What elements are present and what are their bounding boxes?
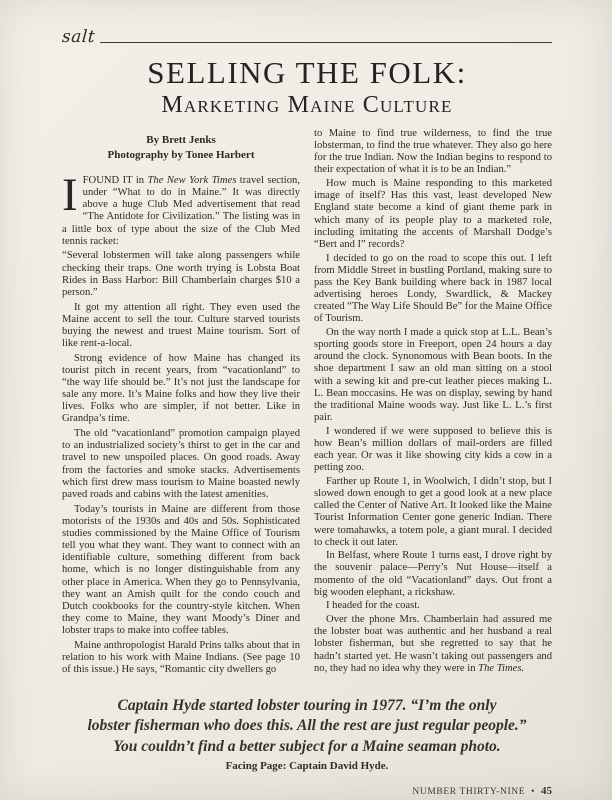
paragraph xyxy=(62,302,300,351)
paragraph xyxy=(62,428,300,501)
body-text: I headed for the coast. xyxy=(326,600,420,612)
body-text: travel section, under “What to do in Maine.” It was directly above a huge Club Med advertisement that read “The Antidote for Civilization.” The listing was in a little box of type about the size of the Club Med tennis racket: xyxy=(62,175,300,247)
page-content xyxy=(62,24,552,797)
paragraph xyxy=(314,327,552,424)
facing-page-note: Facing Page: Captain David Hyde. xyxy=(225,760,389,773)
page-number: 45 xyxy=(541,785,552,798)
body-text: How much is Maine responding to this marketed image of itself? Has this vast, least developed New England state become a kind of giant theme park in which many of its people play to a marketed role, including imitating the accents of Marshall Dodge’s “Bert and I” records? xyxy=(314,178,552,250)
body-text: FOUND IT in xyxy=(82,175,148,186)
paragraph xyxy=(62,504,300,638)
article-title-line1: SELLING THE FOLK: xyxy=(147,55,467,90)
footer-separator2 xyxy=(535,787,538,797)
body-text: I decided to go on the road to scope this out. I left from Middle Street in bustling Portland, making sure to pass the Key Bank building where back in 1987 local advertising heroes Londy, Swardlick, & Mackey created “The Way Life Should Be” for the Maine Office of Tourism. xyxy=(314,252,552,325)
paragraph xyxy=(314,253,552,326)
body-text: It got my attention all right. They even used the Maine accent to sell the tour. Culture starved tourists buying the newest and truest Maine tourism. Sort of like rent-a-local. xyxy=(62,301,300,350)
body-text: In Belfast, where Route 1 turns east, I drove right by the souvenir palace—Perry’s Nut House—itself a momento of the old “Vacationland” days. Out front a big wooden elephant, a rickshaw. xyxy=(314,550,552,598)
paragraph xyxy=(314,614,552,675)
masthead xyxy=(62,24,552,46)
paragraph xyxy=(314,476,552,549)
body-text: Farther up Route 1, in Woolwich, I didn’t stop, but I slowed down enough to get a good look at a new place called the Center of Native Art. It looked like the Maine Tourist Information Center gone generic Indian. There were tomahawks, a totem pole, a giant mural. I decided to check it out later. xyxy=(314,475,552,548)
masthead-logo: salt xyxy=(61,27,96,47)
masthead-rule xyxy=(100,42,552,43)
caption-line: lobster fisherman who does this. All the rest are just regular people.” xyxy=(87,717,527,735)
body-text: Today’s tourists in Maine are different from those motorists of the 1930s and 40s and 50s. Sophisticated studies commissioned by the Maine Office of Tourism tell you what they want. They want to connect with an identifiable culture, something different from back home, which is no longer distinguishable from any other place in America. When they go to Pennsylvania, they want an Amish quilt for the condo couch and Dutch cookbooks for the country-style kitchen. When they come to Maine, they want Moody’s Diner and lobster traps to make into coffee tables. xyxy=(62,503,300,637)
page-footer xyxy=(62,785,552,797)
caption-line: You couldn’t find a better subject for a Maine seaman photo. xyxy=(113,737,501,755)
paragraph xyxy=(62,353,300,426)
caption xyxy=(62,696,552,758)
italic-text: The Times. xyxy=(478,662,525,674)
body-text: Strong evidence of how Maine has changed its tourist pitch in recent years, from “vacationland” to “the way life should be.” It’s not just the landscape for sale any more. It’s Maine folks and how they live their lives. Folks who are simpler, if not better. Like in Grandpa’s time. xyxy=(62,352,300,425)
column-left xyxy=(62,128,300,679)
photo-credit: Photography by Tonee Harbert xyxy=(107,148,255,161)
byline-block xyxy=(62,133,300,162)
paragraph xyxy=(314,600,552,612)
italic-text: The New York Times xyxy=(147,175,237,186)
body-text: Maine anthropologist Harald Prins talks about that in relation to his work with Maine Indians. (See page 10 of this issue.) He says, “Romantic city dwellers go xyxy=(62,639,300,676)
body-text: I wondered if we were supposed to believe this is how Bean’s million dollars of mail-orders are filled each year. Or was it like showing city kids a cow in a petting zoo. xyxy=(314,425,552,474)
paragraph xyxy=(314,178,552,251)
caption-line: Captain Hyde started lobster touring in 1977. “I’m the only xyxy=(117,696,497,714)
article-title-line2: Marketing Maine Culture xyxy=(161,92,453,118)
issue-label: NUMBER THIRTY-NINE xyxy=(412,787,526,798)
article-columns xyxy=(62,128,552,679)
footer-bullet: • xyxy=(531,787,536,798)
paragraph xyxy=(62,169,300,248)
author-byline: By Brett Jenks xyxy=(146,134,216,146)
body-text: On the way north I made a quick stop at L.L. Bean’s sporting goods store in Freeport, open 24 hours a day around the clock. Synonomous with Bean boots. In the shoe department I saw an old man sitting on a stool with a sewing kit and pre-cut leather pieces making L. L. Bean moccasins. He was on display, sewing by hand the traditional Maine woods way. Just like L. L.’s first pair. xyxy=(314,327,552,424)
drop-cap: I xyxy=(62,169,78,221)
paragraph xyxy=(314,426,552,475)
paragraph xyxy=(62,250,300,299)
paragraph xyxy=(62,640,300,676)
body-text: The old “vacationland” promotion campaign played to an industrialized society’s thirst to get in the car and travel to new unspoiled places. On good roads. Away from the factories and smoke stacks. Advertisements which first drew mass tourism to Maine boasted newly paved roads and cabins with the latest amenities. xyxy=(62,428,300,500)
column-right xyxy=(314,128,552,679)
paragraph xyxy=(314,128,552,177)
paragraph xyxy=(314,550,552,599)
body-text: to Maine to find true wilderness, to find the true lobsterman, to find the true whatever. They also go here for the true Indian. Now the Indian begins to respond to their expectation of what it is to be an Indian.” xyxy=(314,128,552,176)
body-text: “Several lobstermen will take along passengers while checking their traps. One worth trying is Lobsta Boat Rides in Bass Harbor: Bill Chamberlain charges $10 a person.” xyxy=(62,250,300,298)
body-text: Over the phone Mrs. Chamberlain had assured me the lobster boat was authentic and her husband a real lobster fisherman, but she regretted to say that he hadn’t started yet. He wasn’t taking out passengers and no, they had no idea why they were in xyxy=(314,614,552,674)
